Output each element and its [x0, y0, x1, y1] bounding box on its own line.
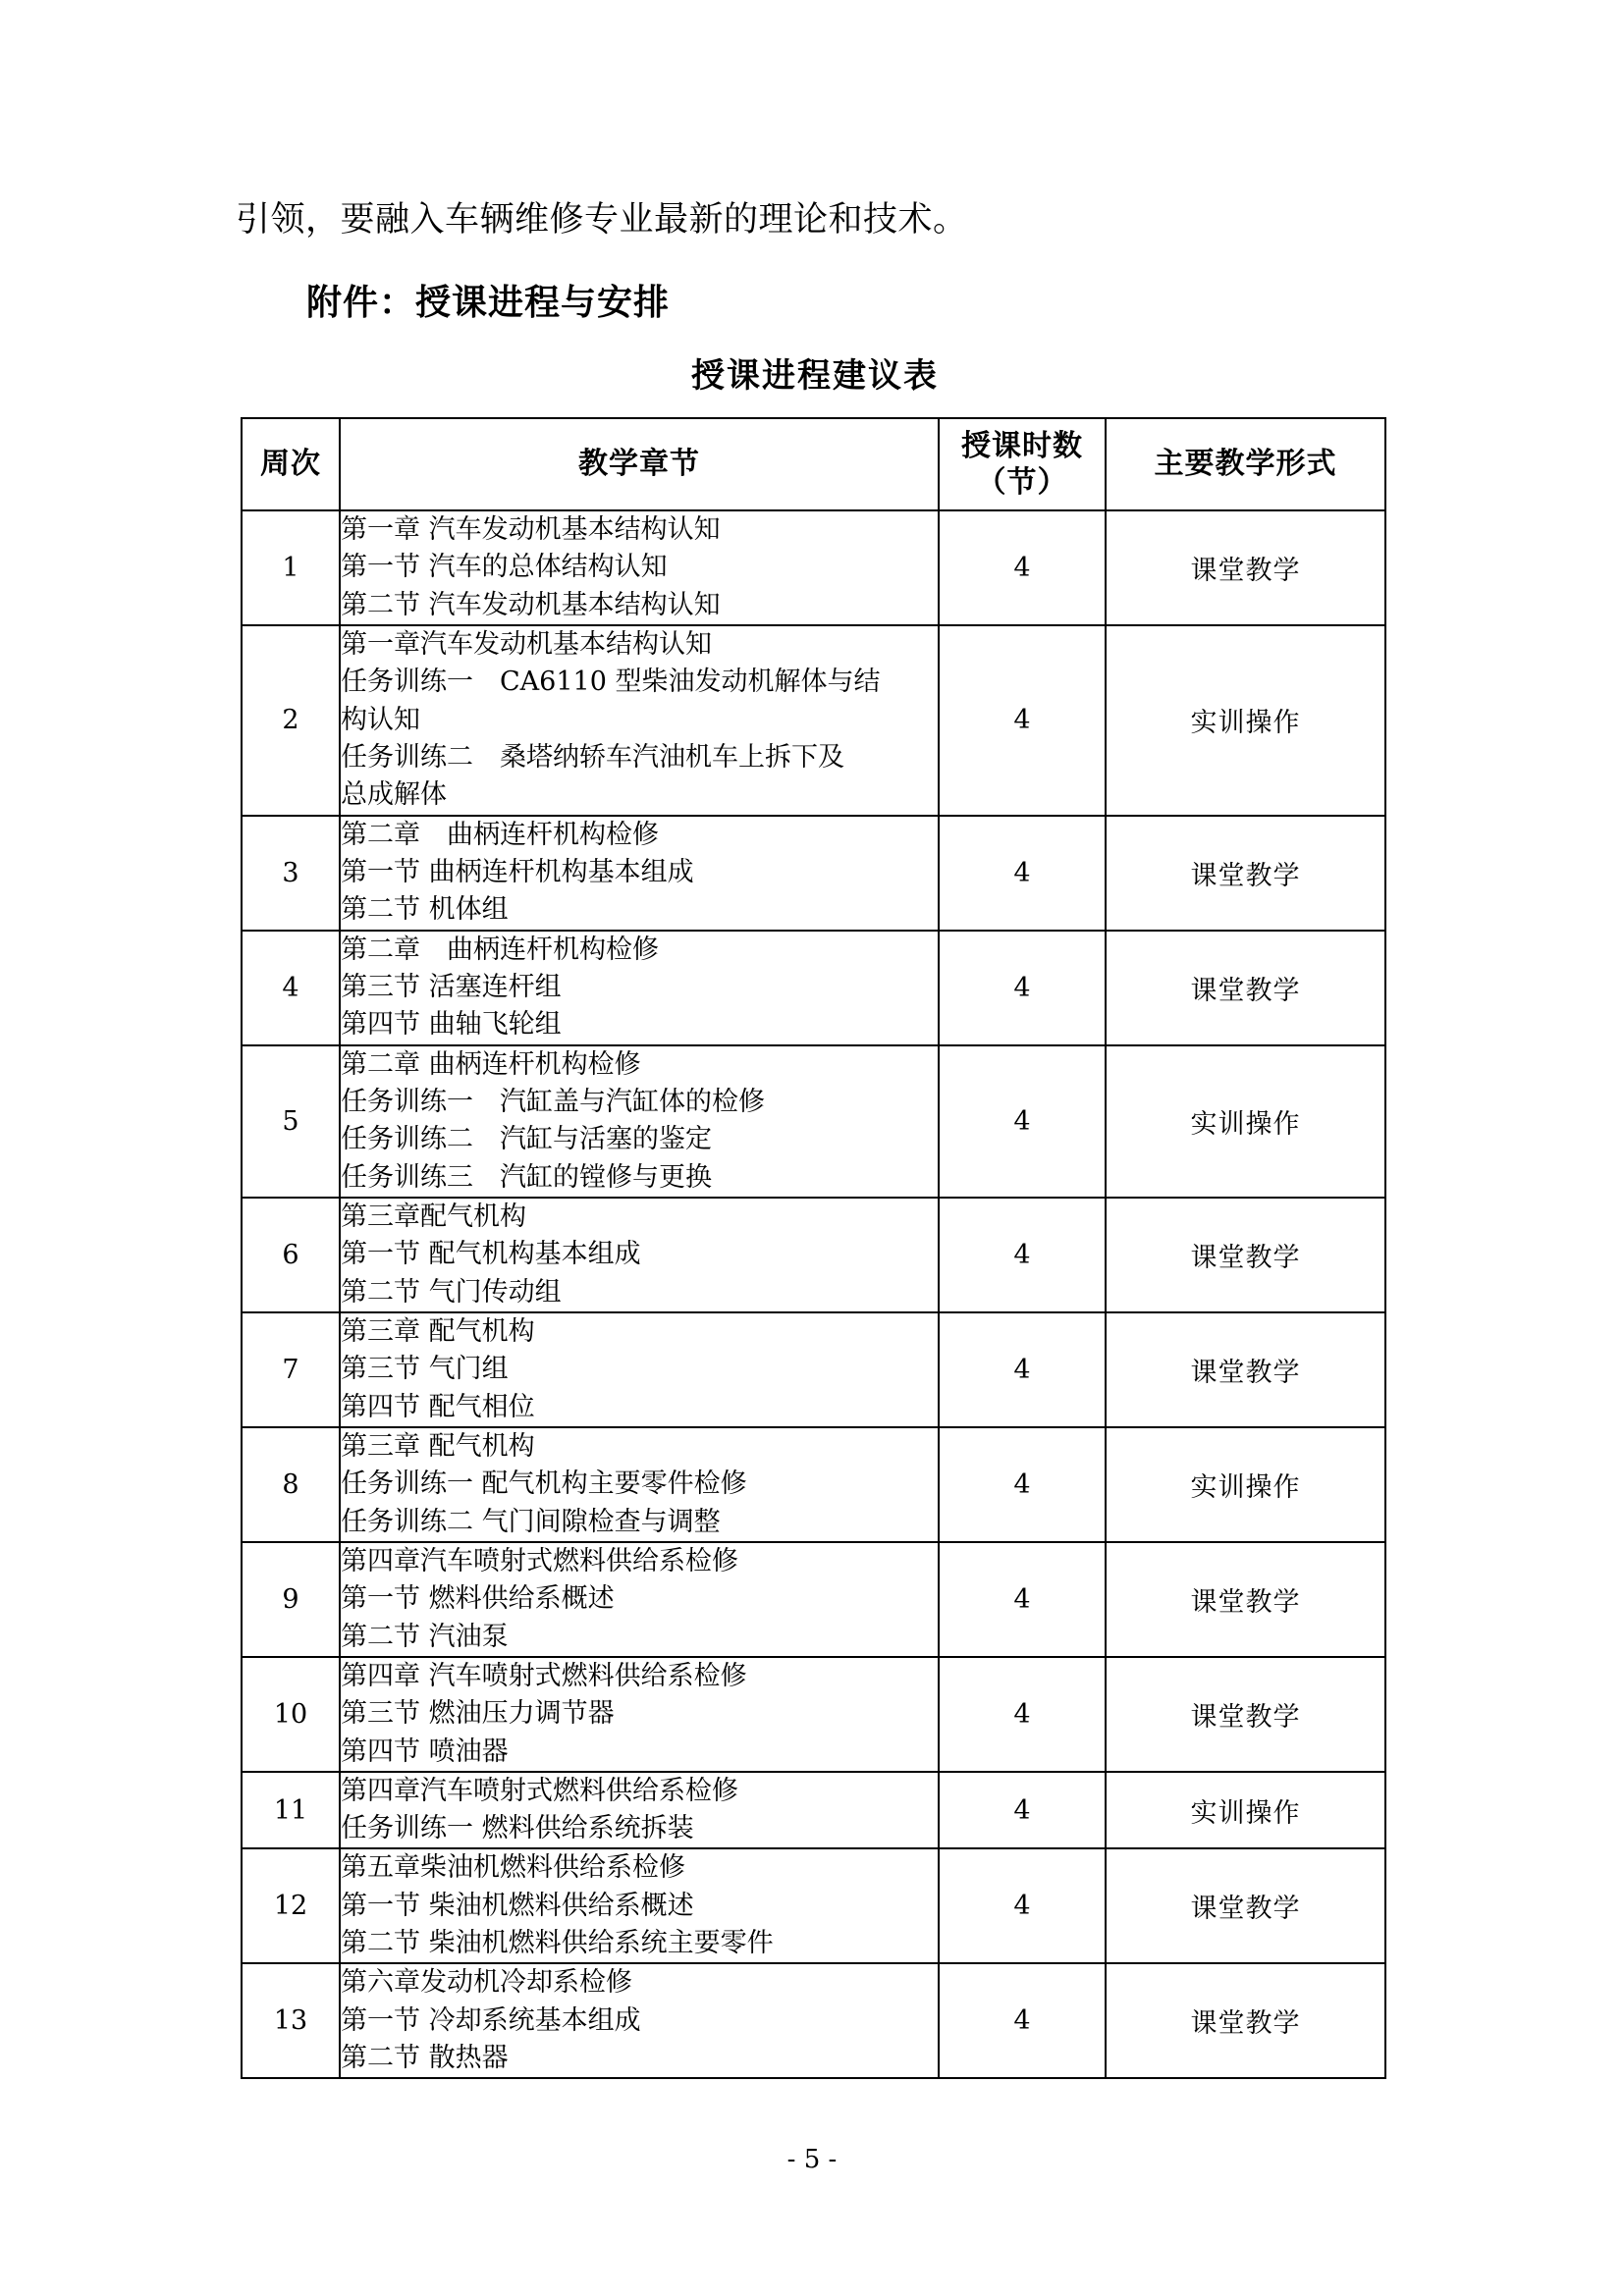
table-header-row — [242, 418, 1385, 510]
cell-chapter — [340, 1312, 939, 1427]
chapter-line: 第二节 机体组 — [341, 894, 509, 926]
chapter-line: 第四节 曲轴飞轮组 — [341, 1009, 562, 1041]
cell-teaching-form: 课堂教学 — [1106, 816, 1385, 931]
cell-chapter — [340, 1045, 939, 1198]
chapter-line: 第五章柴油机燃料供给系检修 — [341, 1852, 685, 1884]
chapter-line: 任务训练二 气门间隙检查与调整 — [341, 1506, 721, 1537]
column-header-week: 周次 — [242, 418, 340, 510]
cell-teaching-form: 课堂教学 — [1106, 510, 1385, 625]
cell-week: 3 — [242, 816, 340, 931]
cell-hours: 4 — [939, 1657, 1106, 1772]
cell-chapter — [340, 625, 939, 816]
cell-chapter — [340, 1963, 939, 2078]
cell-hours: 4 — [939, 1772, 1106, 1849]
chapter-line: 第一章 汽车发动机基本结构认知 — [341, 514, 721, 545]
cell-teaching-form: 实训操作 — [1106, 1427, 1385, 1542]
chapter-line: 第一节 燃料供给系概述 — [341, 1583, 615, 1615]
chapter-line: 第四章汽车喷射式燃料供给系检修 — [341, 1545, 738, 1576]
chapter-line: 任务训练二 汽缸与活塞的鉴定 — [341, 1124, 712, 1155]
table-row — [242, 510, 1385, 625]
table-header — [242, 418, 1385, 510]
cell-teaching-form: 课堂教学 — [1106, 931, 1385, 1045]
chapter-line: 第四章汽车喷射式燃料供给系检修 — [341, 1775, 738, 1806]
chapter-line: 第二章 曲柄连杆机构检修 — [341, 934, 659, 965]
chapter-line: 第一节 柴油机燃料供给系概述 — [341, 1890, 694, 1921]
table-row — [242, 1542, 1385, 1657]
cell-chapter — [340, 1427, 939, 1542]
chapter-line: 任务训练一 CA6110 型柴油发动机解体与结 — [341, 667, 881, 698]
chapter-line: 任务训练一 配气机构主要零件检修 — [341, 1468, 747, 1500]
chapter-line: 任务训练一 燃料供给系统拆装 — [341, 1813, 694, 1844]
cell-hours: 4 — [939, 1427, 1106, 1542]
cell-week: 4 — [242, 931, 340, 1045]
column-header-hours — [939, 418, 1106, 510]
chapter-line: 第三章配气机构 — [341, 1201, 526, 1232]
cell-hours: 4 — [939, 1198, 1106, 1312]
cell-week: 10 — [242, 1657, 340, 1772]
cell-chapter — [340, 1772, 939, 1849]
chapter-line: 第四章 汽车喷射式燃料供给系检修 — [341, 1660, 747, 1691]
chapter-line: 任务训练一 汽缸盖与汽缸体的检修 — [341, 1086, 765, 1117]
chapter-line: 第二章 曲柄连杆机构检修 — [341, 1048, 641, 1080]
cell-hours: 4 — [939, 1848, 1106, 1963]
cell-hours: 4 — [939, 510, 1106, 625]
chapter-line: 第二节 汽车发动机基本结构认知 — [341, 589, 721, 620]
cell-teaching-form: 课堂教学 — [1106, 1848, 1385, 1963]
table-row — [242, 1772, 1385, 1849]
cell-teaching-form: 课堂教学 — [1106, 1657, 1385, 1772]
cell-chapter — [340, 816, 939, 931]
cell-teaching-form: 实训操作 — [1106, 1772, 1385, 1849]
teaching-schedule-table — [241, 417, 1386, 2079]
cell-week: 8 — [242, 1427, 340, 1542]
column-header-chapter: 教学章节 — [340, 418, 939, 510]
cell-hours: 4 — [939, 816, 1106, 931]
cell-week: 9 — [242, 1542, 340, 1657]
chapter-line: 第一章汽车发动机基本结构认知 — [341, 628, 712, 660]
table-row — [242, 1312, 1385, 1427]
table-row — [242, 816, 1385, 931]
chapter-line: 任务训练二 桑塔纳轿车汽油机车上拆下及 — [341, 741, 844, 773]
cell-chapter — [340, 1542, 939, 1657]
cell-teaching-form: 实训操作 — [1106, 625, 1385, 816]
table-row — [242, 1045, 1385, 1198]
chapter-line: 第一节 曲柄连杆机构基本组成 — [341, 856, 694, 887]
chapter-line: 第三节 气门组 — [341, 1354, 509, 1385]
chapter-line: 第一节 冷却系统基本组成 — [341, 2004, 641, 2036]
cell-teaching-form: 课堂教学 — [1106, 1963, 1385, 2078]
chapter-line: 第一节 配气机构基本组成 — [341, 1239, 641, 1270]
table-row — [242, 625, 1385, 816]
cell-hours: 4 — [939, 1542, 1106, 1657]
page-number: - 5 - — [786, 2145, 838, 2174]
chapter-line: 第二节 柴油机燃料供给系统主要零件 — [341, 1928, 774, 1959]
cell-hours: 4 — [939, 1045, 1106, 1198]
chapter-line: 第二章 曲柄连杆机构检修 — [341, 819, 659, 850]
cell-hours: 4 — [939, 931, 1106, 1045]
cell-chapter — [340, 1198, 939, 1312]
attachment-heading: 附件：授课进程与安排 — [306, 283, 671, 323]
table-row — [242, 1848, 1385, 1963]
column-header-hours-line2: （节） — [976, 465, 1068, 500]
cell-chapter — [340, 1848, 939, 1963]
cell-week: 12 — [242, 1848, 340, 1963]
cell-hours: 4 — [939, 625, 1106, 816]
chapter-line: 第一节 汽车的总体结构认知 — [341, 552, 668, 583]
chapter-line: 构认知 — [341, 704, 420, 735]
cell-week: 1 — [242, 510, 340, 625]
table-row — [242, 1198, 1385, 1312]
cell-hours: 4 — [939, 1963, 1106, 2078]
chapter-line: 任务训练三 汽缸的镗修与更换 — [341, 1161, 712, 1193]
cell-teaching-form: 课堂教学 — [1106, 1198, 1385, 1312]
cell-week: 5 — [242, 1045, 340, 1198]
cell-week: 6 — [242, 1198, 340, 1312]
cell-week: 11 — [242, 1772, 340, 1849]
body-paragraph: 引领，要融入车辆维修专业最新的理论和技术。 — [236, 200, 968, 240]
cell-chapter — [340, 931, 939, 1045]
table-row — [242, 931, 1385, 1045]
chapter-line: 第二节 散热器 — [341, 2043, 509, 2074]
chapter-line: 第三节 活塞连杆组 — [341, 971, 562, 1002]
chapter-line: 第六章发动机冷却系检修 — [341, 1967, 632, 1999]
table-row — [242, 1963, 1385, 2078]
column-header-hours-line1: 授课时数 — [961, 428, 1083, 463]
chapter-line: 第三章 配气机构 — [341, 1315, 535, 1347]
table-row — [242, 1657, 1385, 1772]
chapter-line: 第三节 燃油压力调节器 — [341, 1698, 615, 1730]
table-body — [242, 510, 1385, 2078]
chapter-line: 第二节 汽油泵 — [341, 1621, 509, 1652]
cell-chapter — [340, 510, 939, 625]
cell-chapter — [340, 1657, 939, 1772]
chapter-line: 总成解体 — [341, 779, 447, 811]
chapter-line: 第三章 配气机构 — [341, 1430, 535, 1462]
cell-teaching-form: 课堂教学 — [1106, 1542, 1385, 1657]
cell-teaching-form: 实训操作 — [1106, 1045, 1385, 1198]
cell-week: 13 — [242, 1963, 340, 2078]
chapter-line: 第四节 喷油器 — [341, 1735, 509, 1767]
table-title: 授课进程建议表 — [691, 356, 939, 396]
table-row — [242, 1427, 1385, 1542]
cell-hours: 4 — [939, 1312, 1106, 1427]
chapter-line: 第四节 配气相位 — [341, 1391, 535, 1422]
column-header-form: 主要教学形式 — [1106, 418, 1385, 510]
cell-teaching-form: 课堂教学 — [1106, 1312, 1385, 1427]
cell-week: 2 — [242, 625, 340, 816]
cell-week: 7 — [242, 1312, 340, 1427]
chapter-line: 第二节 气门传动组 — [341, 1276, 562, 1308]
